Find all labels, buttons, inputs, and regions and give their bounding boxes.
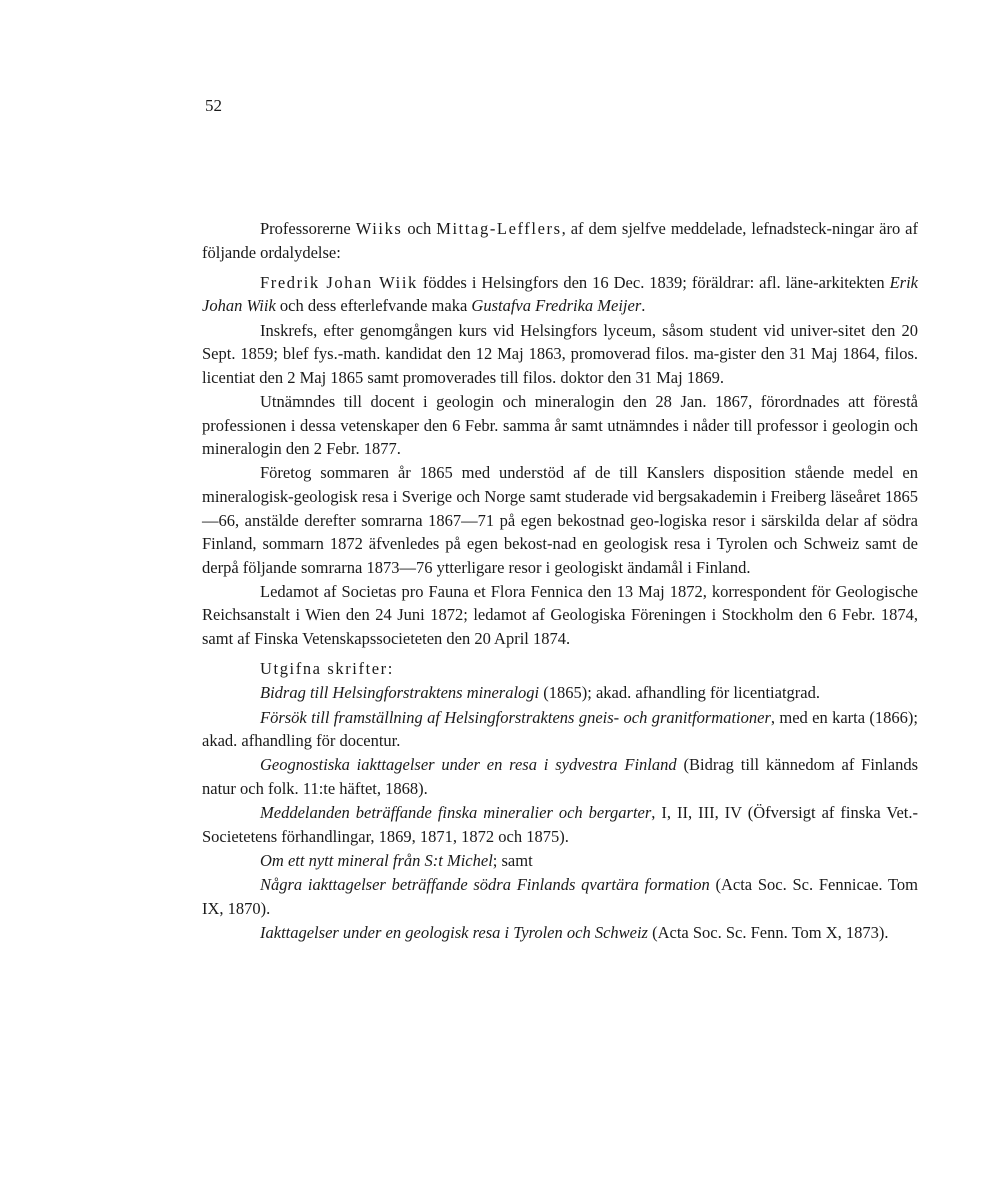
writing-entry (202, 706, 918, 753)
birth-text-b: och dess efterlefvande maka (275, 296, 472, 316)
writing-title: Bidrag till Helsingforstraktens mineralogi (260, 683, 540, 703)
writing-title: Meddelanden beträffande finska mineralier och bergarter (260, 803, 652, 823)
document-body (202, 217, 918, 945)
intro-text-b: och (402, 219, 437, 238)
writing-entry (202, 849, 918, 873)
page-number: 52 (205, 96, 222, 115)
writing-title: Iakttagelser under en geologisk resa i Tyrolen och Schweiz (260, 922, 648, 942)
writings-heading (202, 657, 918, 681)
name-wiik-spaced: Wiiks (355, 219, 403, 238)
name-mittag-leffler-spaced: Mittag-Lefflers (436, 219, 562, 238)
writing-details: (Acta Soc. Sc. Fennicae. Tom IX, 1870). (202, 875, 918, 918)
intro-text-a: Professorerne (260, 219, 356, 238)
writing-entry (202, 753, 918, 800)
birth-paragraph (202, 271, 918, 318)
writing-details: , med en karta (1866); akad. afhandling för docentur. (202, 707, 918, 751)
writing-title: Om ett nytt mineral från S:t Michel (260, 850, 493, 870)
education-paragraph: Inskrefs, efter genomgången kurs vid Helsingfors lyceum, såsom student vid univer-sitet den 20 Sept. 1859; blef fys.-math. kandidat den 12 Maj 1863, promoverad filos. ma-gister den 31 Maj 1864, filos. licentiat den 2 Maj 1865 samt promoverades till filos. doktor den 31 Maj 1869. (202, 320, 918, 387)
mother-name: Gustafva Fredrika Meijer (471, 296, 642, 316)
writing-title: Försök till framställning af Helsingforstraktens gneis- och granitformationer (260, 707, 771, 727)
writing-title: Geognostiska iakttagelser under en resa i sydvestra Finland (260, 755, 677, 775)
writing-details: ; samt (492, 850, 533, 870)
writing-entry (202, 873, 918, 920)
writing-details: (Bidrag till kännedom af Finlands natur och folk. 11:te häftet, 1868). (202, 755, 918, 798)
writing-entry (202, 681, 918, 705)
memberships-paragraph: Ledamot af Societas pro Fauna et Flora Fennica den 13 Maj 1872, korrespondent för Geologische Reichsanstalt i Wien den 24 Juni 1872; ledamot af Geologiska Föreningen i Stockholm den 6 Febr. 1874, samt af Finska Vetenskapssocieteten den 20 April 1874. (202, 581, 918, 649)
writings-list (202, 681, 918, 944)
writing-details: , I, II, III, IV (Öfversigt af finska Vet.-Societetens förhandlingar, 1869, 1871, 1872 och 1875). (202, 803, 918, 846)
travels-paragraph: Företog sommaren år 1865 med understöd af de till Kanslers disposition stående medel en mineralogisk-geologisk resa i Sverige och Norge samt studerade vid bergsakademin i Freiberg läseåret 1865—66, anstälde derefter somrarna 1867—71 på egen bekostnad geo-logiska resor i särskilda delar af södra Finland, sommarn 1872 äfvenledes på egen bekost-nad en geologisk resa i Tyrolen och Schweiz samt de derpå följande somrarna 1873—76 ytterligare resor i geologiskt ändamål i Finland. (202, 463, 918, 577)
intro-text-c: , af dem sjelfve meddelade, lefnadsteck-ningar äro af följande ordalydelse: (202, 219, 918, 262)
appointment-paragraph: Utnämndes till docent i geologin och mineralogin den 28 Jan. 1867, förordnades att förestå professionen i dessa vetenskaper den 6 Febr. samma år samt utnämndes i nåder till professor i geologin och mineralogin den 2 Febr. 1877. (202, 391, 918, 459)
birth-text-c: . (641, 296, 646, 316)
birth-text-a: föddes i Helsingfors den 16 Dec. 1839; föräldrar: afl. läne-arkitekten (417, 272, 890, 292)
writing-entry (202, 801, 918, 848)
writing-title: Några iakttagelser beträffande södra Finlands qvartära formation (260, 875, 710, 895)
writings-heading-text: Utgifna skrifter: (260, 659, 394, 679)
writing-details: (Acta Soc. Sc. Fenn. Tom X, 1873). (647, 922, 889, 942)
intro-paragraph (202, 217, 918, 264)
father-name: Erik Johan Wiik (202, 272, 918, 316)
subject-name: Fredrik Johan Wiik (260, 272, 418, 292)
writing-entry (202, 921, 918, 945)
writing-details: (1865); akad. afhandling för licentiatgrad. (539, 683, 820, 703)
